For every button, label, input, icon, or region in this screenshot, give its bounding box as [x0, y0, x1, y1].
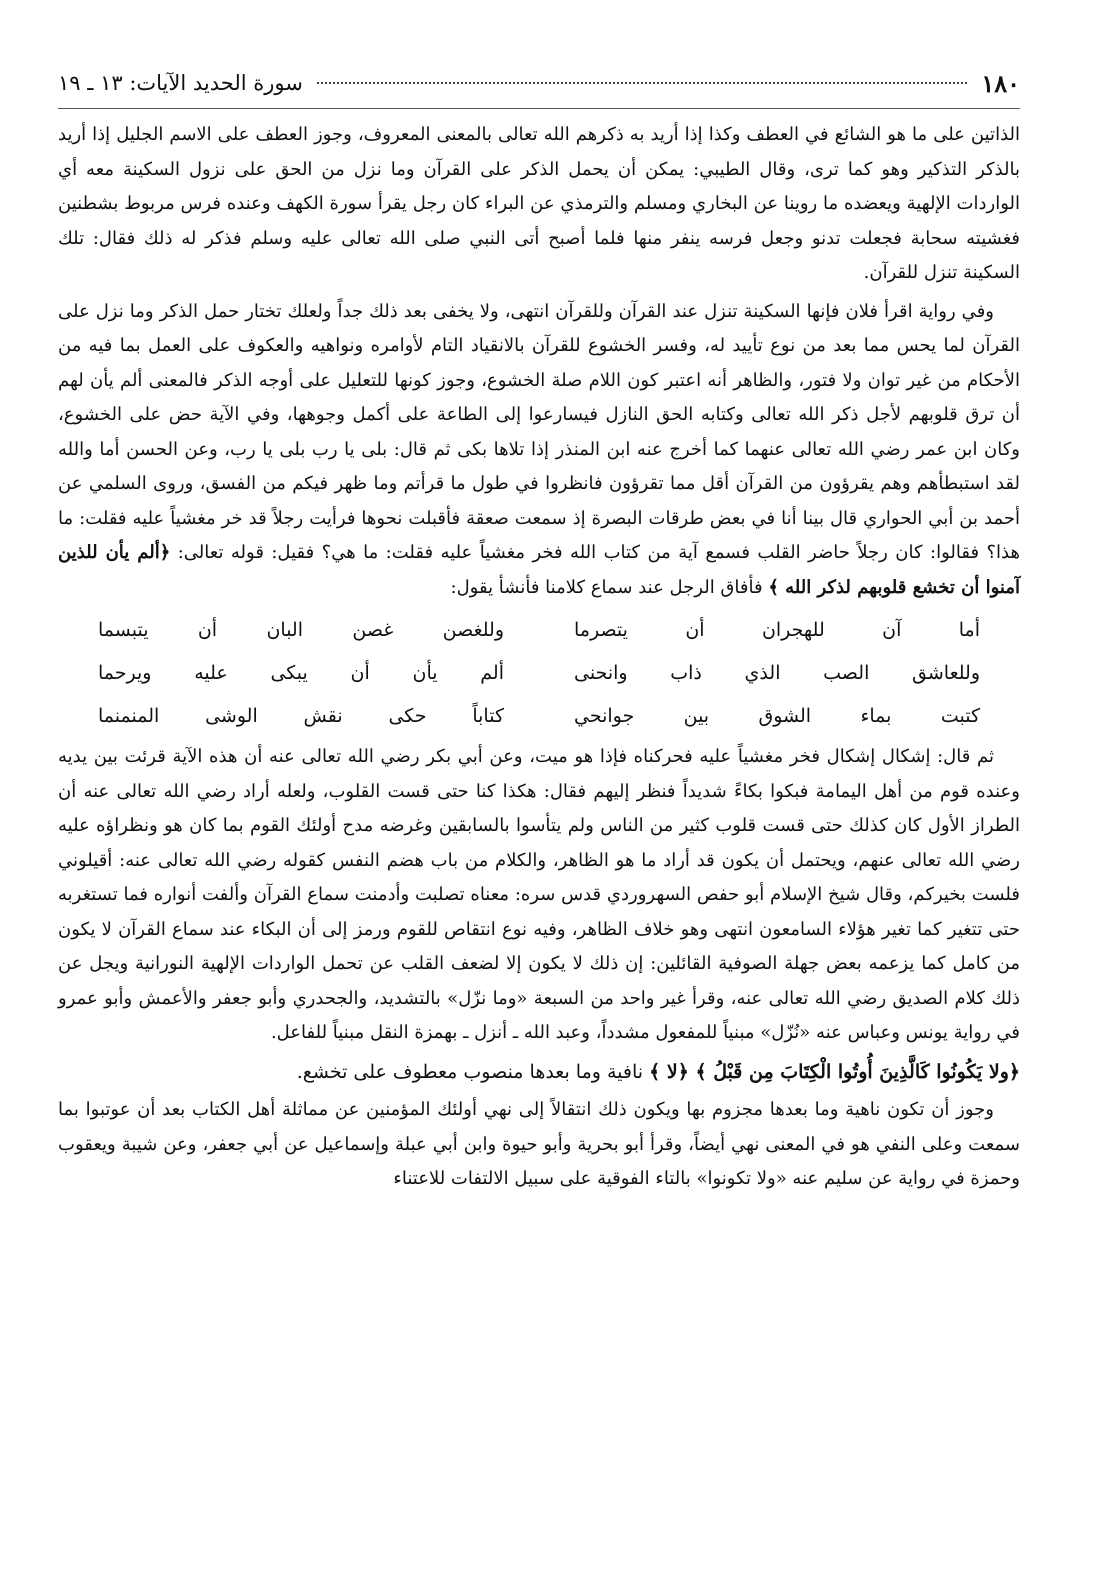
- poem-hemistich: وللغصن غصن البان أن يتبسما: [98, 619, 504, 641]
- paragraph: الذاتين على ما هو الشائع في العطف وكذا إذا أريد به ذكرهم الله تعالى بالمعنى المعروف، وجوز العطف على الاسم الجليل إذا أريد بالذكر التذكير وهو كما ترى، وقال الطيبي: يمكن أن يحمل الذكر على القرآن وما نزل من الحق على نزول السكينة معه أي الواردات الإلهية ويعضده ما روينا عن البخاري ومسلم والترمذي عن البراء كان رجل يقرأ سورة الكهف وعنده فرس مربوط بشطنين فغشيته سحابة فجعلت تدنو وجعل فرسه ينفر منها فلما أصبح أتى النبي صلى الله تعالى عليه وسلم فذكر له ذلك فقال: تلك السكينة تنزل للقرآن.: [58, 124, 1020, 283]
- poem-hemistich: أما آن للهجران أن يتصرما: [574, 619, 980, 641]
- poem-hemistich: ألم يأن أن يبكى عليه ويرحما: [98, 662, 504, 684]
- quran-quote: ﴿ألم يأن للذين آمنوا أن تخشع قلوبهم لذكر الله ﴾: [58, 542, 1020, 598]
- paragraph-text: فأفاق الرجل عند سماع كلامنا فأنشأ يقول:: [450, 576, 763, 598]
- page-header: [58, 58, 1020, 109]
- paragraph-text: وفي رواية اقرأ فلان فإنها السكينة تنزل عند القرآن وللقرآن انتهى، ولا يخفى بعد ذلك جداً ولعلك تختار حمل الذكر وما نزل على القرآن لما يحس مما بعد من نوع تأييد له، وفسر الخشوع للقرآن بالانقياد التام لأوامره ونواهيه والعكوف على العمل بما فيه من الأحكام من غير توان ولا فتور، والظاهر أنه اعتبر كون اللام صلة الخشوع، وجوز كونها للتعليل على أوجه الذكر فالمعنى ألم يأن لهم أن ترق قلوبهم لأجل ذكر الله تعالى وكتابه الحق النازل فيسارعوا إلى الطاعة على أكمل وجوهها، وفي الآية حض على الخشوع، وكان ابن عمر رضي الله تعالى عنهما كما أخرج عنه ابن المنذر إذا تلاها بكى ثم قال: بلى يا رب بلى يا رب، وعن الحسن أما والله لقد استبطأهم وهم يقرؤون من القرآن أقل مما تقرؤون فانظروا في طول ما قرأتم وما ظهر فيكم من الفسق، وروى السلمي عن أحمد بن أبي الحواري قال بينا أنا في بعض طرقات البصرة إذ سمعت صعقة فأقبلت نحوها فرأيت رجلاً قد خر مغشياً عليه فقلت: ما هذا؟ فقالوا: كان رجلاً حاضر القلب فسمع آية من كتاب الله فخر مغشياً عليه فقلت: ما هي؟ فقيل: قوله تعالى:: [58, 300, 1020, 563]
- page-body: [58, 118, 1020, 1201]
- page-number: ١٨٠: [981, 68, 1020, 98]
- poem-hemistich: وللعاشق الصب الذي ذاب وانحنى: [574, 662, 980, 684]
- paragraph: [58, 295, 1020, 606]
- verse-commentary: نافية وما بعدها منصوب معطوف على تخشع.: [296, 1060, 644, 1083]
- poem: [58, 609, 1020, 738]
- page-title: سورة الحديد الآيات: ١٣ ـ ١٩: [58, 71, 303, 95]
- header-dotted-leader: [317, 82, 967, 84]
- paragraph: ثم قال: إشكال إشكال فخر مغشياً عليه فحركناه فإذا هو ميت، وعن أبي بكر رضي الله تعالى عنه أن هذه الآية قرئت بين يديه وعنده قوم من أهل اليمامة فبكوا بكاءً شديداً فنظر إليهم فقال: هكذا كنا حتى قست القلوب، ولعله أراد رضي الله تعالى عنه أن الطراز الأول كان كذلك حتى قست قلوب كثير من الناس ولم يتأسوا بالسابقين وغرضه مدح أولئك القوم بما كان هو ونظراؤه عليه رضي الله تعالى عنهم، ويحتمل أن يكون قد أراد ما هو الظاهر، والكلام من باب هضم النفس كقوله رضي الله تعالى عنه: أقيلوني فلست بخيركم، وقال شيخ الإسلام أبو حفص السهروردي قدس سره: معناه تصلبت وأدمنت سماع القرآن وألفت أنواره فما تستغربه حتى تتغير كما تغير هؤلاء السامعون انتهى وهو خلاف الظاهر، وفيه نوع انتقاص للقوم ورمز إلى أن البكاء عند سماع القرآن لا يكون من كامل كما يزعمه بعض جهلة الصوفية القائلين: إن ذلك لا يكون إلا لضعف القلب عن تحمل الواردات الإلهية النورانية ويجل عن ذلك كلام الصديق رضي الله تعالى عنه، وقرأ غير واحد من السبعة «وما نزّل» بالتشديد، والجحدري وأبو جعفر والأعمش وأبو عمرو في رواية يونس وعباس عنه «نُزّل» مبنياً للمفعول مشدداً، وعبد الله ـ أنزل ـ بهمزة النقل مبنياً للفاعل.: [58, 746, 1021, 1043]
- paragraph: وجوز أن تكون ناهية وما بعدها مجزوم بها ويكون ذلك انتقالاً إلى نهي أولئك المؤمنين عن مماثلة أهل الكتاب بعد أن عوتبوا بما سمعت وعلى النفي هو في المعنى نهي أيضاً، وقرأ أبو بحرية وأبو حيوة وابن أبي عبلة وإسماعيل عن أبي جعفر، وعن شيبة ويعقوب وحمزة في رواية عن سليم عنه «ولا تكونوا» بالتاء الفوقية على سبيل الالتفات للاعتناء: [58, 1099, 1020, 1189]
- verse-heading: [58, 1055, 1020, 1090]
- poem-hemistich: كتبت بماء الشوق بين جوانحي: [574, 705, 980, 727]
- poem-hemistich: كتاباً حكى نقش الوشى المنمنما: [98, 705, 504, 727]
- quran-quote: ﴿ولا يَكُونُوا كَالَّذِينَ أُوتُوا الْكِتَابَ مِن قَبْلُ ﴾ ﴿لا ﴾: [649, 1060, 1020, 1083]
